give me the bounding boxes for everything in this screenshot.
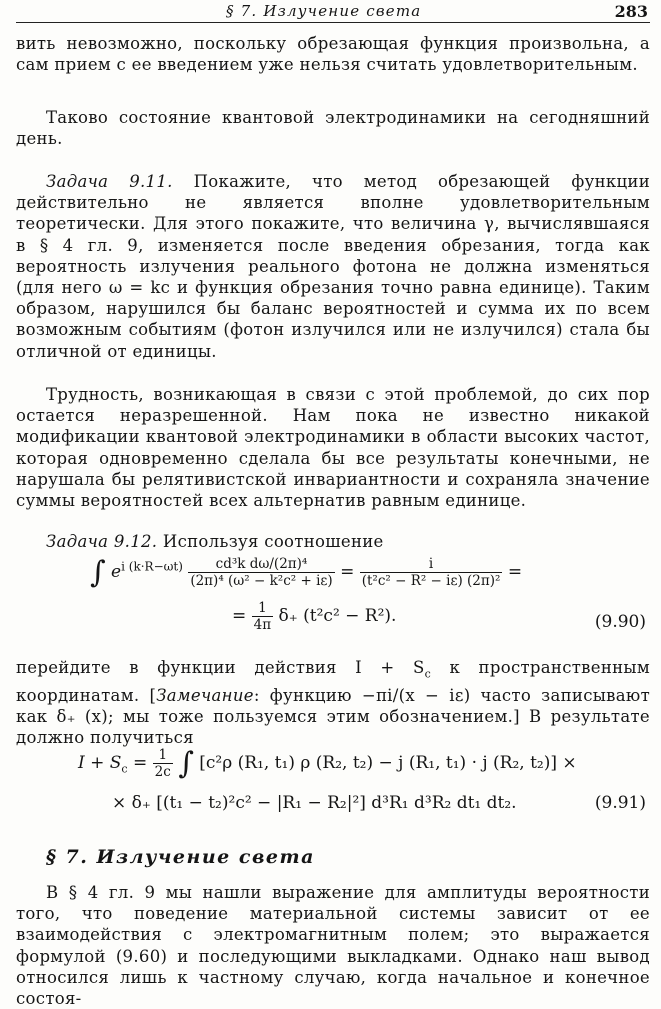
book-page <box>16 0 651 1009</box>
integrand-numerator: cd³k dω/(2π)⁴ <box>188 556 334 573</box>
problem-9-11-label: Задача 9.11. <box>46 172 173 191</box>
running-title: § 7. Излучение света <box>226 2 422 20</box>
paragraph-difficulty: Трудность, возникающая в связи с этой проблемой, до сих пор остается неразрешенной. Нам пока не известно никакой модификации квантовой электродинамики в области высоких частот, которая одновременно сделала бы все результаты конечными, не нарушала бы релятивистской инвариантности и сохраняла значение суммы вероятностей всех альтернатив равным единице. <box>16 385 650 511</box>
equation-number-9-90: (9.90) <box>594 612 646 632</box>
paragraph-section-intro: В § 4 гл. 9 мы нашли выражение для амплитуды вероятности того, что поведение материальной системы зависит от ее взаимодействия с электромагнитным полем; это выражается формулой (9.60) и последующими выкладками. Однако наш вывод относился лишь к частному случаю, когда начальное и конечное состоя- <box>16 883 650 1009</box>
paragraph-after-equation <box>16 657 650 748</box>
equals-sign-3: = <box>232 606 247 626</box>
equation-number-9-91: (9.91) <box>594 793 646 813</box>
fraction-numerator: 1 <box>153 747 173 764</box>
equation-9-91 <box>16 746 650 834</box>
problem-9-12-label: Задача 9.12. <box>46 532 158 551</box>
text-part-3: : функцию −πi/(x − iε) часто записывают как δ₊ (x); мы тоже пользуемся этим обозначением.] В результате должно получиться <box>16 685 650 747</box>
text-part-2: к пространственным координатам. [ <box>16 658 651 705</box>
integral-sign: ∫ <box>90 555 106 590</box>
remark-label: Замечание <box>156 685 254 705</box>
subscript-c: c <box>424 667 432 681</box>
integrand-denominator: (2π)⁴ (ω² − k²c² + iε) <box>190 573 333 589</box>
problem-9-11 <box>16 171 650 362</box>
fraction-one-over-four-pi <box>252 600 273 633</box>
equation-9-90 <box>16 555 650 645</box>
problem-9-12 <box>16 531 650 552</box>
exponential-base: $e^{i (k\cdot R-\omega t)}$ <box>111 559 183 582</box>
delta-plus-expression: δ₊ (t²c² − R²). <box>278 606 397 626</box>
exponent: i (k·R−ωt) <box>121 559 183 574</box>
integral-sign: ∫ <box>178 746 194 781</box>
paragraph-continuation: вить невозможно, поскольку обрезающая функция произвольна, а сам прием с ее введением уже нельзя считать удовлетворительным. <box>16 34 650 75</box>
problem-9-12-text: Используя соотношение <box>162 532 384 551</box>
fraction-result <box>360 556 503 589</box>
running-header <box>16 0 650 23</box>
lhs-text: I + S <box>78 753 122 773</box>
fraction-one-over-2c <box>153 747 173 780</box>
fraction-denominator: 2c <box>154 764 171 780</box>
equation-9-90-line-2 <box>232 600 396 633</box>
fraction-denominator: 4π <box>253 617 272 633</box>
result-numerator: i <box>360 556 503 573</box>
equals-sign: = <box>133 753 148 773</box>
page-number: 283 <box>614 2 648 21</box>
fraction-numerator: 1 <box>252 600 273 617</box>
lhs-action <box>78 753 128 776</box>
equals-sign: = <box>340 562 355 582</box>
integrand-line-1: [c²ρ (R₁, t₁) ρ (R₂, t₂) − j (R₁, t₁) · j (R₂, t₂)] × <box>199 753 577 773</box>
fraction-integrand <box>188 556 334 589</box>
equation-9-91-line-1 <box>78 746 577 781</box>
equals-sign-2: = <box>507 562 523 582</box>
section-heading: § 7. Излучение света <box>46 846 315 868</box>
equation-9-91-line-2: × δ₊ [(t₁ − t₂)²c² − |R₁ − R₂|²] d³R₁ d³R₂ dt₁ dt₂. <box>112 793 517 813</box>
problem-9-11-text: Покажите, что метод обрезающей функции действительно не является вполне удовлетворительным теоретически. Для этого покажите, что величина γ, вычислявшаяся в § 4 гл. 9, изменяется после введения обрезания, тогда как вероятность излучения реального фотона не должна изменяться (для него ω = kc и функция обрезания точно равна единице). Таким образом, нарушился бы баланс вероятностей и сумма их по всем возможным событиям (фотон излучился или не излучился) стала бы отличной от единицы. <box>16 172 651 361</box>
text-part-1: перейдите в функции действия I + S <box>16 658 425 677</box>
result-denominator: (t²c² − R² − iε) (2π)² <box>361 573 501 589</box>
lhs-subscript: c <box>121 762 128 776</box>
equation-9-90-line-1 <box>90 555 522 590</box>
paragraph-state-of-qed: Таково состояние квантовой электродинамики на сегодняшний день. <box>16 108 650 149</box>
